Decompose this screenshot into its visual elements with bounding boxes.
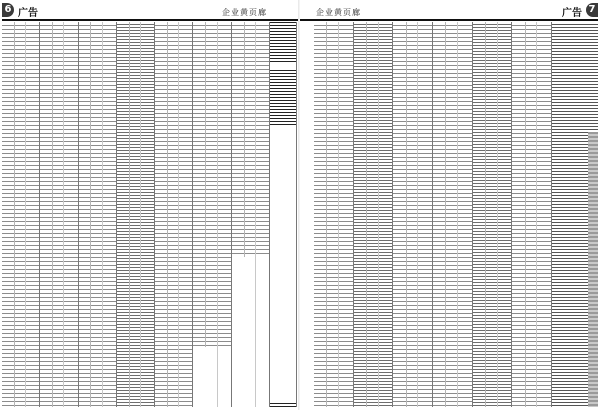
- page-number-badge: 7: [586, 3, 598, 17]
- listing-column: [79, 22, 117, 407]
- listing-column: [155, 22, 193, 407]
- notice-column: [270, 22, 297, 407]
- listing-column: [232, 22, 270, 407]
- listing-column: [433, 22, 473, 407]
- listing-column: [314, 22, 354, 407]
- classified-side-column: [552, 22, 598, 407]
- header-rule: [300, 19, 598, 21]
- listing-column: [117, 22, 155, 407]
- masthead-title: 企业黄页廊: [222, 8, 267, 17]
- listing-column: [473, 22, 513, 407]
- listing-column: [40, 22, 78, 407]
- blank-space: [193, 347, 230, 407]
- listing-column: [193, 22, 231, 407]
- section-label: 广告: [18, 8, 38, 19]
- right-page: [300, 0, 600, 410]
- listing-column: [354, 22, 394, 407]
- masthead-title: 企业黄页廊: [316, 8, 361, 17]
- section-label: 广告: [562, 8, 582, 19]
- page-number-badge: 6: [2, 3, 14, 17]
- ad-listing-area: [2, 22, 297, 407]
- header-rule: [2, 19, 300, 21]
- listing-column: [512, 22, 552, 407]
- blank-space: [232, 257, 269, 407]
- listing-column: [2, 22, 40, 407]
- ad-listing-area: [314, 22, 598, 407]
- listing-column: [393, 22, 433, 407]
- shaded-listing-block: [588, 132, 598, 407]
